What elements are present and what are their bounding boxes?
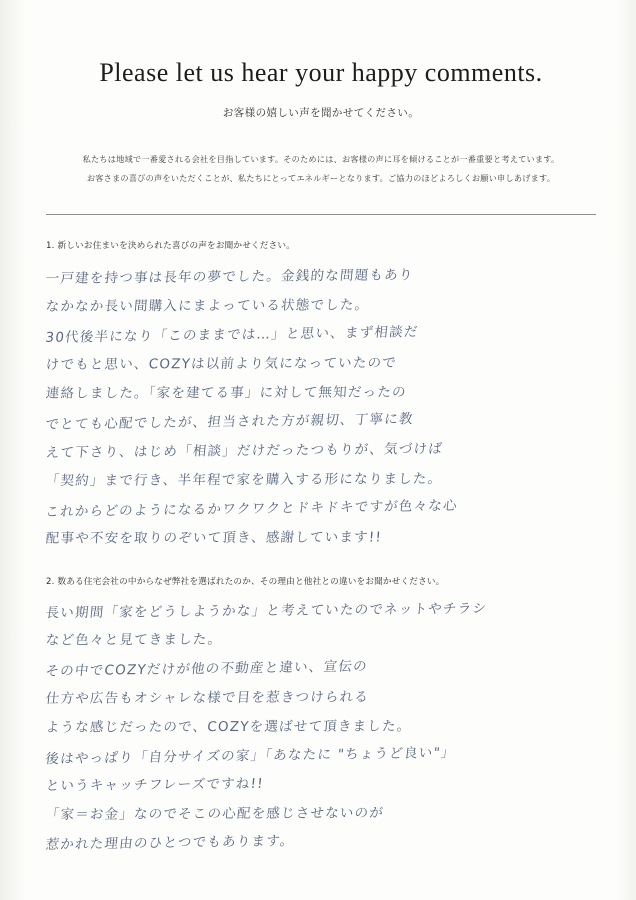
handwritten-text: えて下さり、はじめ「相談」だけだったつもりが、気づけば [44,441,444,462]
divider [46,214,596,215]
answer-1-handwriting [46,259,596,549]
handwritten-line [46,346,596,375]
handwritten-text: 30代後半になり「このままでは…」と思い、まず相談だ [44,324,420,347]
handwritten-text: ような感じだったので、COZYを選ばせて頂きました。 [45,718,412,736]
handwritten-text: など色々と見てきました。 [45,631,223,649]
handwritten-line [46,259,596,288]
handwritten-line [46,709,596,738]
page-subtitle: お客様の嬉しい声を聞かせてください。 [222,107,420,120]
question-2-number: 2. [46,577,55,588]
handwritten-line [46,491,596,520]
handwritten-line [46,796,596,825]
handwritten-text: 「家＝お金」なのでそこの心配を感じさせないのが [45,805,385,824]
handwritten-line [46,680,596,709]
handwritten-text: 長い期間「家をどうしようかな」と考えていたのでネットやチラシ [44,600,488,622]
handwritten-line [46,433,596,462]
question-2 [46,575,596,587]
question-2-label: 数ある住宅会社の中からなぜ弊社を選ばれたのか、その理由と他社との違いをお聞かせください。 [57,577,445,588]
handwritten-text: これからどのようになるかワクワクとドキドキですが色々な心 [44,497,459,521]
document-sheet [46,34,596,876]
handwritten-text: けでもと思い、COZYは以前より気になっていたので [45,355,398,374]
question-1-number: 1. [46,241,55,252]
handwritten-line [46,462,596,491]
handwritten-line [46,767,596,796]
intro-paragraph [46,150,596,188]
handwritten-line [46,651,596,680]
handwritten-text: 仕方や広告もオシャレな様で目を惹きつけられる [45,689,370,707]
handwritten-text: 「契約」まで行き、半年程で家を購入する形になりました。 [45,471,443,490]
handwritten-line [46,622,596,651]
intro-line-2: お客さまの喜びの声をいただくことが、私たちにとってエネルギーとなります。ご協力のほどよろしくお願い申しあげます。 [86,173,556,184]
page-title: Please let us hear your happy comments. [99,58,543,87]
handwritten-line [46,288,596,317]
intro-line-1: 私たちは地域で一番愛される会社を目指しています。そのためには、お客様の声に耳を傾けることが一番重要と考えています。 [82,154,560,165]
handwritten-text: でとても心配でしたが、担当された方が親切、丁寧に教 [44,411,415,434]
handwritten-line [46,520,596,549]
handwritten-text: 連絡しました。「家を建てる事」に対して無知だったの [45,384,408,402]
handwritten-line [46,375,596,404]
question-1-label: 新しいお住まいを決められた喜びの声をお聞かせください。 [57,241,295,252]
handwritten-text: 配事や不安を取りのぞいて頂き、感謝しています!! [45,529,383,547]
question-1 [46,239,596,251]
handwritten-line [46,404,596,433]
handwritten-text: その中でCOZYだけが他の不動産と違い、宣伝の [44,658,369,680]
handwritten-text: 惹かれた理由のひとつでもあります。 [44,833,296,854]
answer-2-handwriting [46,593,596,854]
handwritten-text: 一戸建を持つ事は長年の夢でした。金銭的な問題もあり [44,267,415,288]
handwritten-text: 後はやっぱり「自分サイズの家」「あなたに "ちょうど良い"」 [44,744,457,768]
handwritten-line [46,317,596,346]
handwritten-line [46,738,596,767]
handwritten-line [46,825,596,854]
handwritten-text: なかなか長い間購入にまよっている状態でした。 [45,297,370,315]
handwritten-line [46,593,596,622]
handwritten-text: というキャッチフレーズですね!! [44,775,265,795]
